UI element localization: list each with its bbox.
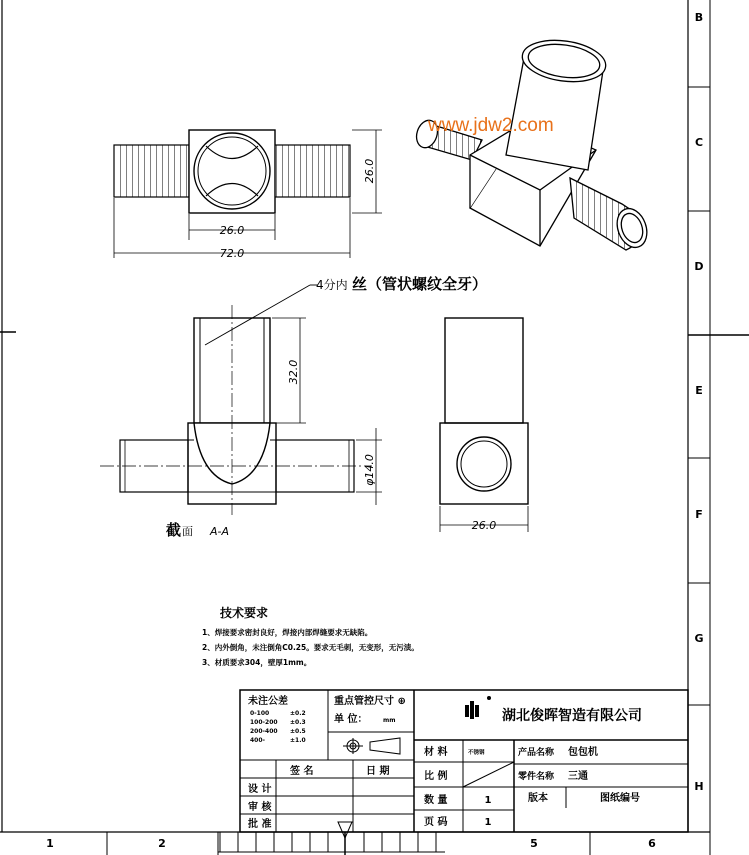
dim-top-square: 26.0 xyxy=(219,224,245,237)
row-marker-d: D xyxy=(694,260,704,273)
projection-symbol xyxy=(343,738,400,754)
frame-markers xyxy=(46,11,703,850)
key-dims-label: 重点管控尺寸 ⊕ xyxy=(334,696,406,707)
section-label-normal: 面 xyxy=(182,525,193,538)
tol-range-3: 200-400 xyxy=(250,728,278,735)
tol-value-1: ±0.2 xyxy=(290,710,306,717)
callout-leader xyxy=(205,285,318,345)
part-label: 零件名称 xyxy=(518,772,555,782)
qty-value: 1 xyxy=(484,795,492,806)
section-label-bold: 截 xyxy=(166,521,182,539)
callout-thread-small: 4分内 xyxy=(316,278,348,292)
part-value: 三通 xyxy=(568,771,588,782)
approve-label: 批 准 xyxy=(248,819,272,830)
dim-section-height: 32.0 xyxy=(287,359,300,385)
unit-label: 单 位： xyxy=(334,714,368,725)
company-logo xyxy=(465,696,491,719)
section-view xyxy=(100,305,372,515)
qty-label: 数 量 xyxy=(424,795,448,806)
dim-top-total: 72.0 xyxy=(219,247,245,260)
tech-title: 技术要求 xyxy=(220,606,269,620)
isometric-view xyxy=(413,35,652,251)
tol-value-4: ±1.0 xyxy=(290,737,306,744)
page-label: 页 码 xyxy=(424,817,448,828)
col-marker-5: 5 xyxy=(530,837,538,850)
version-label: 版本 xyxy=(528,793,548,804)
dim-section-diameter: φ14.0 xyxy=(363,454,376,486)
tol-range-1: 0-100 xyxy=(250,710,270,717)
col-marker-6: 6 xyxy=(648,837,656,850)
top-view xyxy=(114,130,350,213)
product-value: 包包机 xyxy=(568,747,598,758)
product-label: 产品名称 xyxy=(518,748,555,758)
col-marker-1: 1 xyxy=(46,837,54,850)
tol-value-2: ±0.3 xyxy=(290,719,306,726)
dim-top-height: 26.0 xyxy=(363,158,376,184)
tol-range-2: 100-200 xyxy=(250,719,278,726)
tol-range-4: 400- xyxy=(250,737,266,744)
company-name: 湖北俊晖智造有限公司 xyxy=(502,708,642,724)
material-label: 材 料 xyxy=(424,747,448,758)
sign-header: 签 名 xyxy=(290,766,314,777)
design-label: 设 计 xyxy=(248,784,272,795)
scale-label: 比 例 xyxy=(424,771,448,782)
section-name: A-A xyxy=(210,525,230,538)
page-value: 1 xyxy=(484,817,492,828)
row-marker-e: E xyxy=(695,384,703,397)
row-marker-g: G xyxy=(694,632,704,645)
side-view xyxy=(440,318,528,504)
unit-value: mm xyxy=(383,717,396,724)
row-marker-b: B xyxy=(694,11,704,24)
dim-side-width: 26.0 xyxy=(471,519,497,532)
tol-value-3: ±0.5 xyxy=(290,728,306,735)
drawing-no-label: 图纸编号 xyxy=(600,793,640,804)
col-marker-2: 2 xyxy=(158,837,166,850)
review-label: 审 核 xyxy=(248,802,272,813)
watermark: www.jdw2.com xyxy=(428,115,554,136)
date-header: 日 期 xyxy=(366,766,390,777)
tech-line-3: 3、材质要求304，壁厚1mm。 xyxy=(202,658,312,667)
row-marker-c: C xyxy=(694,136,704,149)
row-marker-f: F xyxy=(695,508,703,521)
material-value: 不锈钢 xyxy=(468,750,485,756)
tech-line-1: 1、焊接要求密封良好，焊接内部焊缝要求无缺陷。 xyxy=(202,628,373,637)
callout-thread-large: 丝（管状螺纹全牙） xyxy=(352,275,488,293)
tech-line-2: 2、内外倒角，未注倒角C0.25。要求无毛刺，无变形，无污渍。 xyxy=(202,643,419,652)
row-marker-h: H xyxy=(694,780,704,793)
tolerance-title: 未注公差 xyxy=(248,696,288,707)
